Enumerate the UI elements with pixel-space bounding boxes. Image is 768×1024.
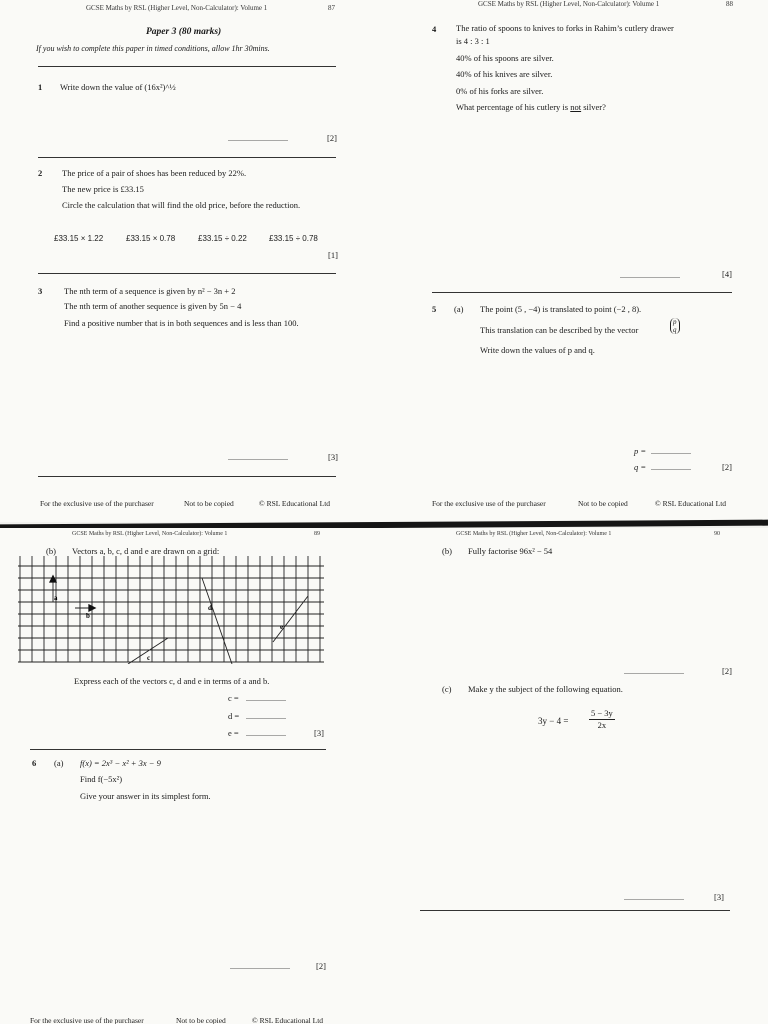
answer-line[interactable]: ..............................: [228, 453, 288, 462]
divider: [38, 273, 336, 274]
running-header: GCSE Maths by RSL (Higher Level, Non-Calculator): Volume 1: [478, 0, 660, 8]
question-1-text: Write down the value of (16x²)^½: [60, 82, 176, 92]
q4-text-post: silver?: [581, 102, 606, 112]
question-3-line: The nth term of a sequence is given by n² − 3n + 2: [64, 286, 236, 296]
marks: [2]: [316, 961, 326, 971]
p-label: p =: [634, 446, 647, 456]
question-number: 2: [38, 168, 43, 178]
footer-not-copied: Not to be copied: [578, 499, 628, 508]
page-89: [0, 528, 384, 1024]
footer-purchaser: For the exclusive use of the purchaser: [432, 499, 546, 508]
option-4[interactable]: £33.15 ÷ 0.78: [269, 234, 318, 243]
divider: [30, 749, 326, 750]
vector-a-arrowhead: [50, 576, 56, 582]
vector-e: [273, 596, 308, 642]
part-label: (a): [54, 758, 64, 768]
fraction-denominator: 2x: [597, 720, 607, 730]
column-vector: [670, 318, 680, 334]
question-6a-line: Find f(−5x²): [80, 774, 123, 784]
question-5a-line: The point (5 , −4) is translated to point (−2 , 8).: [480, 304, 642, 314]
question-4-line: 0% of his forks are silver.: [456, 86, 544, 96]
function-definition: f(x) = 2x³ − x² + 3x − 9: [80, 758, 161, 768]
running-header: GCSE Maths by RSL (Higher Level, Non-Calculator): Volume 1: [86, 4, 268, 12]
marks: [4]: [722, 269, 732, 279]
marks: [3]: [714, 892, 724, 902]
answer-line[interactable]: ..............................: [624, 667, 684, 676]
footer-copyright: © RSL Educational Ltd: [252, 1016, 324, 1024]
question-4-line: The ratio of spoons to knives to forks in Rahim’s cutlery drawer: [456, 23, 674, 33]
question-number: 3: [38, 286, 43, 296]
page-87: [0, 0, 384, 522]
divider: [38, 476, 336, 477]
question-4-line: 40% of his knives are silver.: [456, 69, 553, 79]
answer-line-p[interactable]: ....................: [651, 447, 691, 456]
page-number: 88: [726, 0, 733, 8]
page-90: [384, 528, 768, 1024]
question-4-line: 40% of his spoons are silver.: [456, 53, 554, 63]
equation-fraction: [589, 708, 615, 731]
divider: [420, 910, 730, 911]
page-number: 89: [314, 531, 320, 537]
footer-copyright: © RSL Educational Ltd: [655, 499, 727, 508]
vector-top: p: [673, 318, 677, 326]
option-3[interactable]: £33.15 ÷ 0.22: [198, 234, 247, 243]
question-5a-line: Write down the values of p and q.: [480, 345, 595, 355]
divider: [432, 292, 732, 293]
question-5b-line: Express each of the vectors c, d and e in terms of a and b.: [74, 676, 270, 686]
footer-not-copied: Not to be copied: [176, 1016, 226, 1024]
page-number: 87: [328, 4, 335, 12]
question-number: 5: [432, 304, 437, 314]
marks: [2]: [722, 666, 732, 676]
footer-copyright: © RSL Educational Ltd: [259, 499, 331, 508]
label-b: b: [86, 612, 90, 620]
marks: [3]: [328, 452, 338, 462]
question-5a-line: This translation can be described by the vector: [480, 325, 639, 335]
page-number: 90: [714, 531, 720, 537]
label-a: a: [54, 594, 58, 602]
running-header: GCSE Maths by RSL (Higher Level, Non-Calculator): Volume 1: [72, 531, 228, 537]
q4-text-not: not: [570, 102, 582, 112]
vector-grid: [18, 556, 326, 664]
question-4-line: is 4 : 3 : 1: [456, 36, 490, 46]
question-2-line: Circle the calculation that will find the old price, before the reduction.: [62, 200, 301, 210]
vector-b-arrowhead: [89, 605, 95, 611]
question-2-line: The price of a pair of shoes has been reduced by 22%.: [62, 168, 247, 178]
footer-purchaser: For the exclusive use of the purchaser: [40, 499, 154, 508]
question-3-line: Find a positive number that is in both sequences and is less than 100.: [64, 318, 299, 328]
vector-d: [202, 578, 232, 664]
answer-line[interactable]: ..............................: [624, 893, 684, 902]
question-6a-line: Give your answer in its simplest form.: [80, 791, 211, 801]
e-label: e =: [228, 728, 239, 738]
answer-line-d[interactable]: ....................: [246, 712, 286, 721]
question-5b-line: Vectors a, b, c, d and e are drawn on a grid:: [72, 546, 220, 556]
question-6b-text: Fully factorise 96x² − 54: [468, 546, 553, 556]
footer-purchaser: For the exclusive use of the purchaser: [30, 1016, 144, 1024]
label-d: d: [208, 604, 212, 612]
part-label: (a): [454, 304, 464, 314]
marks: [2]: [722, 462, 732, 472]
footer-not-copied: Not to be copied: [184, 499, 234, 508]
answer-line[interactable]: ..............................: [620, 271, 680, 280]
q-label: q =: [634, 462, 647, 472]
timing-note: If you wish to complete this paper in timed conditions, allow 1hr 30mins.: [36, 44, 270, 53]
answer-line-c[interactable]: ....................: [246, 694, 286, 703]
vector-bottom: q: [673, 326, 677, 334]
answer-line[interactable]: ..............................: [228, 134, 288, 143]
part-label: (c): [442, 684, 452, 694]
q4-text-pre: What percentage of his cutlery is: [456, 102, 571, 112]
answer-line-e[interactable]: ....................: [246, 729, 286, 738]
fraction-numerator: 5 − 3y: [591, 708, 613, 718]
question-4-line: [456, 102, 606, 112]
marks: [3]: [314, 728, 324, 738]
label-c: c: [147, 654, 151, 662]
divider: [38, 66, 336, 67]
page-88: [384, 0, 768, 522]
marks: [1]: [328, 250, 338, 260]
equation-lhs: 3y − 4 =: [538, 716, 569, 726]
running-header: GCSE Maths by RSL (Higher Level, Non-Calculator): Volume 1: [456, 531, 612, 537]
part-label: (b): [46, 546, 56, 556]
answer-line-q[interactable]: ....................: [651, 463, 691, 472]
paper-title: Paper 3 (80 marks): [146, 27, 222, 37]
marks: [2]: [327, 133, 337, 143]
answer-line[interactable]: ..............................: [230, 962, 290, 971]
question-number: 4: [432, 24, 437, 34]
c-label: c =: [228, 693, 239, 703]
option-1[interactable]: £33.15 × 1.22: [54, 234, 104, 243]
question-2-line: The new price is £33.15: [62, 184, 144, 194]
divider: [38, 157, 336, 158]
question-6c-text: Make y the subject of the following equation.: [468, 684, 623, 694]
question-number: 6: [32, 758, 37, 768]
part-label: (b): [442, 546, 452, 556]
question-number: 1: [38, 82, 43, 92]
d-label: d =: [228, 711, 240, 721]
question-3-line: The nth term of another sequence is given by 5n − 4: [64, 301, 242, 311]
label-e: e: [280, 623, 284, 631]
option-2[interactable]: £33.15 × 0.78: [126, 234, 176, 243]
